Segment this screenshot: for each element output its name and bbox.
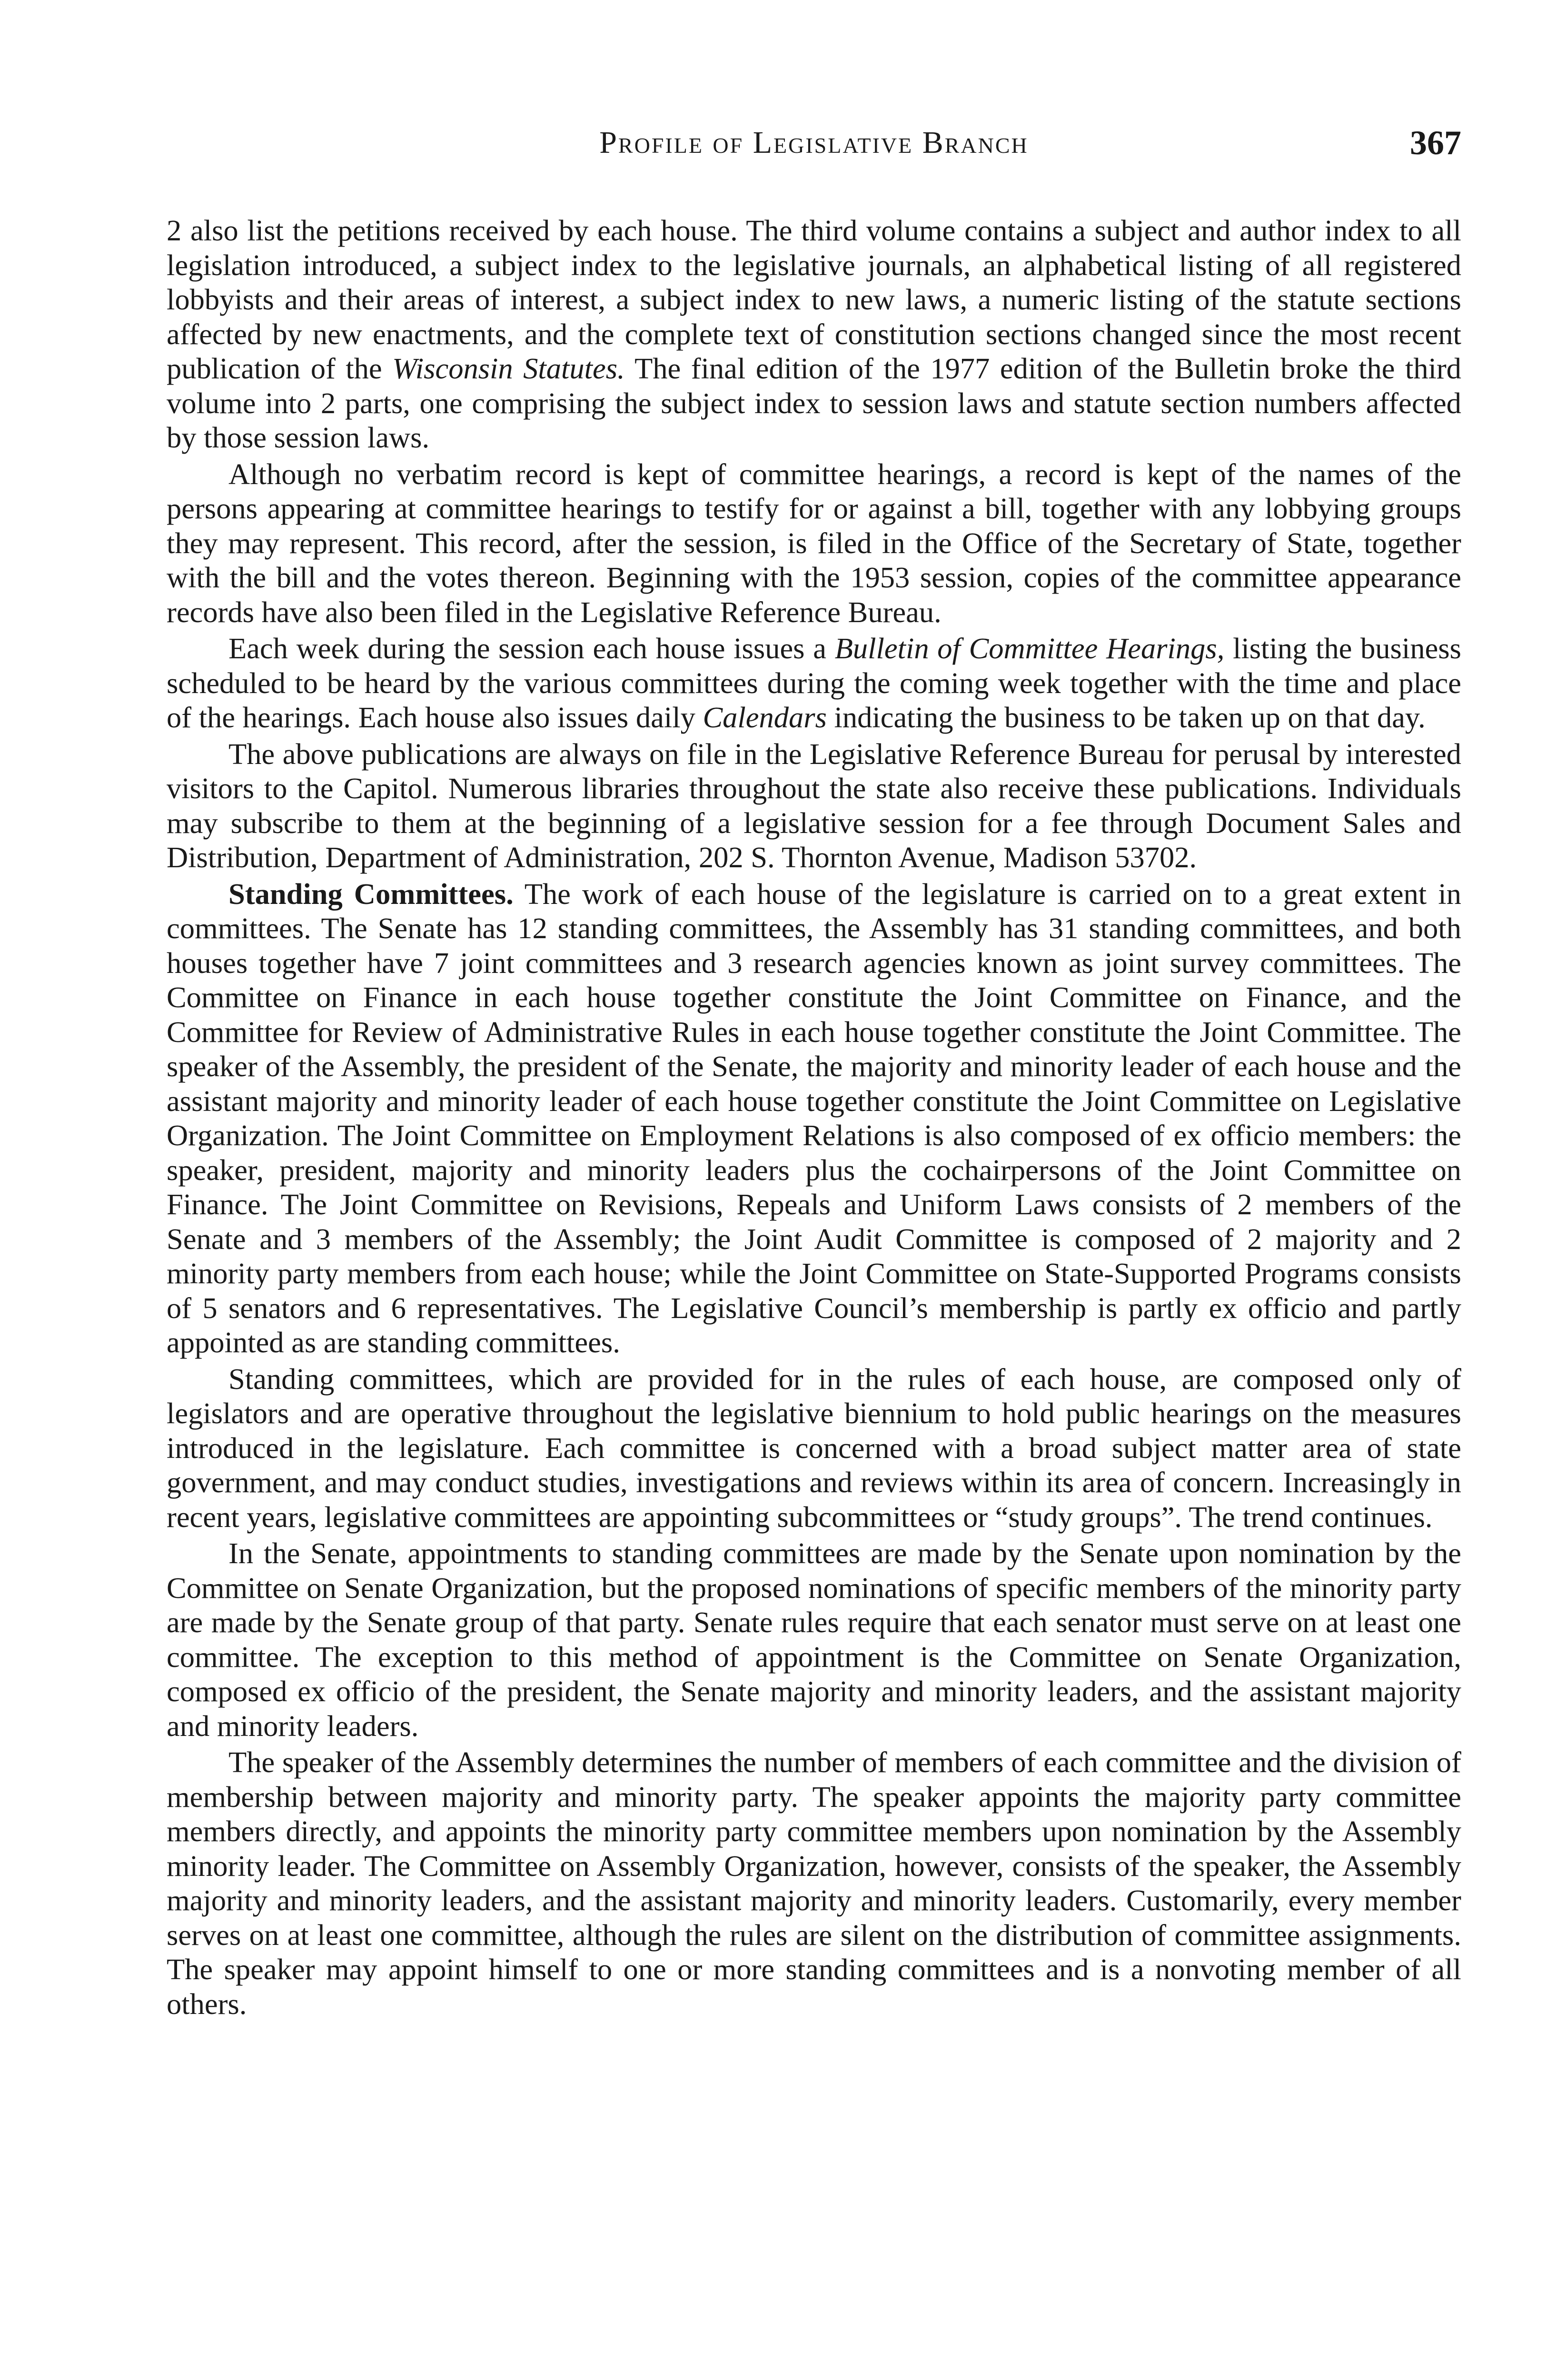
paragraph-weekly-bulletin [167, 631, 1461, 735]
paragraph-text: The above publications are always on file in the Legislative Reference Bureau for perusal by interested visitors to the Capitol. Numerous libraries throughout the state also receive these publications. Individuals may subscribe to them at the beginning of a legislative session for a fee through Document Sales and Distribution, Department of Administration, 202 S. Thornton Avenue, Madison 53702. [167, 737, 1461, 874]
paragraph-text: In the Senate, appointments to standing committees are made by the Senate upon nomination by the Committee on Senate Organization, but the proposed nominations of specific members of the minority party are made by the Senate group of that party. Senate rules require that each senator must serve on at least one committee. The exception to this method of appointment is the Committee on Senate Organization, composed ex officio of the president, the Senate majority and minority leaders, and the assistant majority and minority leaders. [167, 1537, 1461, 1743]
paragraph-bulletin-volumes [167, 213, 1461, 455]
paragraph-text: indicating the business to be taken up on that day. [826, 701, 1426, 734]
section-heading: Standing Committees. [228, 877, 514, 911]
page-header [167, 119, 1461, 171]
italic-title: Bulletin of Committee Hearings, [834, 632, 1225, 665]
page-number: 367 [1410, 124, 1461, 162]
paragraph-text: 2 also list the petitions received by each house. The third volume contains a subject and author index to all legislation introduced, a subject index to the legislative journals, an alphabetical listing of all registered lobbyists and their areas of interest, a subject index to new laws, a numeric listing of the statute sections affected by new enactments, and the complete text of constitution sections changed since the most recent publication of the [167, 214, 1461, 385]
paragraph-text: The speaker of the Assembly determines the number of members of each committee and the division of membership between majority and minority party. The speaker appoints the majority party committee members directly, and appoints the minority party committee members upon nomination by the Assembly minority leader. The Committee on Assembly Organization, however, consists of the speaker, the Assembly majority and minority leaders, and the assistant majority and minority leaders. Customarily, every member serves on at least one committee, although the rules are silent on the distribution of committee assignments. The speaker may appoint himself to one or more standing committees and is a nonvoting member of all others. [167, 1745, 1461, 2021]
running-title: Profile of Legislative Branch [599, 125, 1029, 160]
body-text [167, 213, 1461, 2023]
paragraph-publications [167, 737, 1461, 875]
paragraph-text: Although no verbatim record is kept of committee hearings, a record is kept of the names of the persons appearing at committee hearings to testify for or against a bill, together with any lobbying groups they may represent. This record, after the session, is filed in the Office of the Secretary of State, together with the bill and the votes thereon. Beginning with the 1953 session, copies of the committee appearance records have also been filed in the Legislative Reference Bureau. [167, 457, 1461, 629]
paragraph-committee-records [167, 457, 1461, 630]
paragraph-assembly-appointments [167, 1745, 1461, 2021]
paragraph-text: The final edition of the 1977 edition of the Bulletin broke the third volume into 2 parts, one comprising the subject index to session laws and statute section numbers affected by those session laws. [167, 352, 1462, 454]
paragraph-text: listing the business scheduled to be heard by the various committees during the coming week together with the time and place of the hearings. Each house also issues daily [167, 632, 1461, 734]
paragraph-senate-appointments [167, 1536, 1461, 1743]
paragraph-text: Standing committees, which are provided for in the rules of each house, are composed only of legislators and are operative throughout the legislative biennium to hold public hearings on the measures introduced in the legislature. Each committee is concerned with a broad subject matter area of state government, and may conduct studies, investigations and reviews within its area of concern. Increasingly in recent years, legislative committees are appointing subcommittees or “study groups”. The trend continues. [167, 1362, 1461, 1534]
italic-title: Calendars [703, 701, 827, 734]
paragraph-text: The work of each house of the legislature is carried on to a great extent in committees. The Senate has 12 standing committees, the Assembly has 31 standing committees, and both houses together have 7 joint committees and 3 research agencies known as joint survey committees. The Committee on Finance in each house together constitute the Joint Committee on Finance, and the Committee for Review of Administrative Rules in each house together constitute the Joint Committee. The speaker of the Assembly, the president of the Senate, the majority and minority leader of each house and the assistant majority and minority leader of each house together constitute the Joint Committee on Legislative Organization. The Joint Committee on Employment Relations is also composed of ex officio members: the speaker, president, majority and minority leaders plus the cochairpersons of the Joint Committee on Finance. The Joint Committee on Revisions, Repeals and Uniform Laws consists of 2 members of the Senate and 3 members of the Assembly; the Joint Audit Committee is composed of 2 majority and 2 minority party members from each house; while the Joint Committee on State-Supported Programs consists of 5 senators and 6 representatives. The Legislative Council’s membership is partly ex officio and partly appointed as are standing committees. [167, 877, 1461, 1359]
paragraph-committee-composition [167, 1362, 1461, 1535]
italic-title: Wisconsin Statutes. [392, 352, 625, 385]
paragraph-standing-committees [167, 877, 1461, 1360]
paragraph-text: Each week during the session each house issues a [228, 632, 835, 665]
